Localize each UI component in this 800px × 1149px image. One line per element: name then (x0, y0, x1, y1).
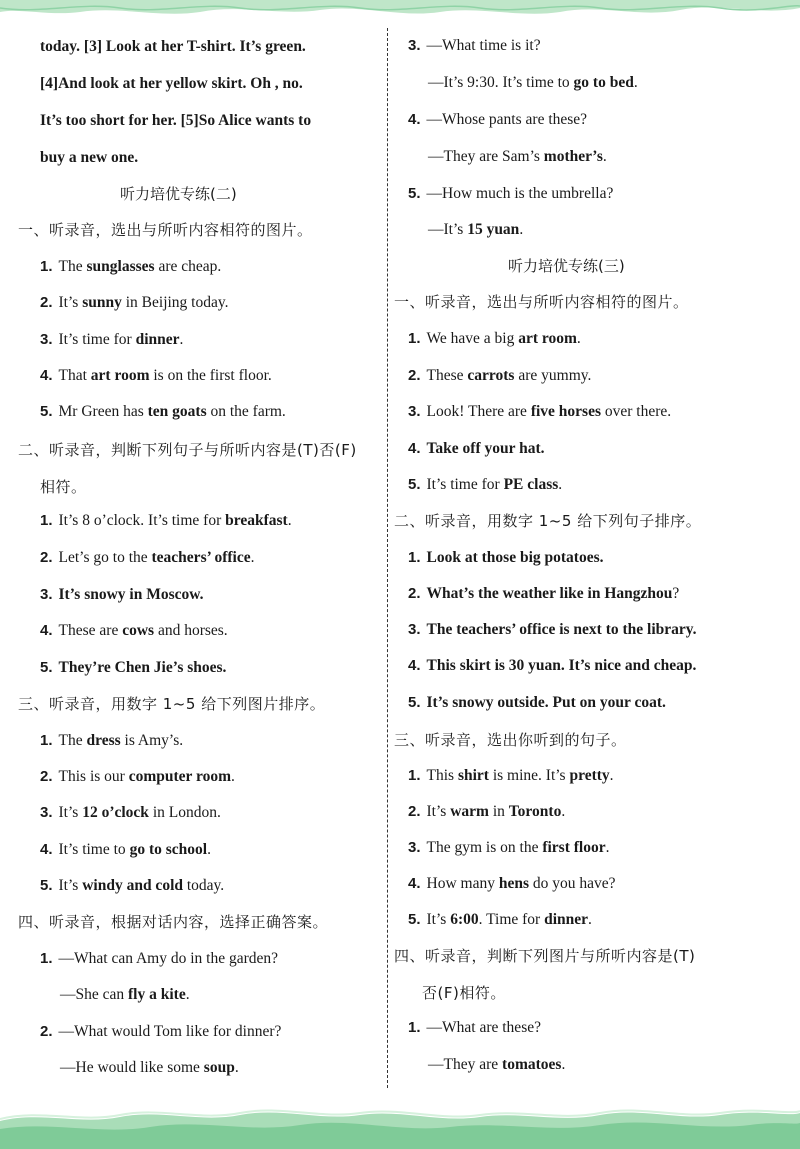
item-text: on the farm. (206, 403, 286, 420)
item-number: 2. (408, 367, 421, 384)
list-item (408, 475, 562, 495)
item-number: 2. (40, 549, 53, 566)
list-item (408, 656, 696, 676)
item-text: It’s time for (58, 331, 136, 348)
item-text: . (207, 841, 211, 858)
item-number: 5. (40, 877, 53, 894)
item-text: The gym is on the (426, 839, 543, 856)
item-keyword: windy and cold (82, 877, 183, 894)
dialog-answer (428, 220, 523, 240)
list-item (408, 366, 591, 386)
item-number: 2. (40, 1023, 53, 1040)
item-keyword: computer room (128, 768, 232, 785)
list-item (40, 621, 228, 641)
list-item (408, 910, 592, 930)
item-text: . (588, 911, 592, 928)
item-keyword: art room (518, 330, 577, 347)
item-number: 3. (408, 403, 421, 420)
item-number: 1. (40, 258, 53, 275)
item-number: 1. (40, 950, 53, 967)
answer-text: . (633, 74, 638, 91)
item-number: 3. (40, 804, 53, 821)
item-number: 5. (408, 911, 421, 928)
answer-text: . (234, 1059, 239, 1076)
list-item (408, 329, 581, 349)
item-keyword: PE class (503, 476, 559, 493)
item-number: 3. (40, 586, 53, 603)
answer-keyword: fly a kite (128, 986, 186, 1003)
section-heading: 四、听录音，判断下列图片与所听内容是(T) (394, 947, 696, 965)
item-keyword: 12 o’clock (82, 804, 149, 821)
list-item (40, 731, 183, 751)
question-text: —What are these? (426, 1019, 541, 1036)
list-item (408, 693, 666, 713)
list-item (40, 293, 228, 313)
item-text: Look! There are (426, 403, 531, 420)
answer-text: . (602, 148, 607, 165)
item-number: 1. (408, 330, 421, 347)
item-text: . (561, 803, 566, 820)
item-keyword: breakfast (225, 512, 288, 529)
item-text: is mine. It’s (488, 767, 570, 784)
item-text: ? (672, 585, 680, 602)
question-text: —What can Amy do in the garden? (58, 950, 279, 967)
item-number: 4. (408, 111, 421, 128)
list-item (408, 838, 609, 858)
answer-text: —He would like some (60, 1059, 204, 1076)
list-item (40, 767, 235, 787)
section-heading: 一、听录音，选出与所听内容相符的图片。 (18, 221, 313, 239)
answer-text: . (185, 986, 190, 1003)
list-item (408, 402, 671, 422)
item-number: 5. (408, 476, 421, 493)
item-number: 1. (408, 549, 421, 566)
item-keyword: pretty (569, 767, 610, 784)
section-title: 听力培优专练(三) (508, 257, 625, 275)
item-text: Mr Green has (58, 403, 148, 420)
item-text: It’s (58, 294, 83, 311)
item-text: It’s (58, 877, 83, 894)
dialog-answer (60, 1058, 239, 1078)
item-text: do you have? (529, 875, 616, 892)
dialog-question (408, 1018, 541, 1038)
item-text: today. (183, 877, 225, 894)
answer-keyword: soup (203, 1059, 235, 1076)
item-keyword: warm (450, 803, 489, 820)
list-item (40, 658, 226, 678)
item-number: 1. (40, 512, 53, 529)
item-number: 5. (408, 694, 421, 711)
question-text: —What time is it? (426, 37, 541, 54)
item-text: It’s (58, 804, 83, 821)
item-text: over there. (600, 403, 672, 420)
item-keyword: sunny (82, 294, 122, 311)
dialog-question (408, 184, 613, 204)
item-keyword: Take off your hat. (426, 440, 545, 457)
answer-text: . (519, 221, 524, 238)
answer-keyword: go to bed (573, 74, 634, 91)
question-text: —How much is the umbrella? (426, 185, 614, 202)
intro-line: buy a new one. (40, 149, 139, 166)
item-number: 4. (40, 367, 53, 384)
answer-text: —They are (428, 1056, 503, 1073)
item-keyword: hens (498, 875, 529, 892)
item-keyword: carrots (467, 367, 515, 384)
section-heading: 二、听录音，用数字 1~5 给下列句子排序。 (394, 512, 702, 530)
section-title: 听力培优专练(二) (120, 185, 237, 203)
answer-text: —It’s (428, 221, 468, 238)
item-keyword: What’s the weather like in Hangzhou (426, 585, 673, 602)
item-keyword: It’s snowy in Moscow. (58, 586, 204, 603)
item-text: It’s 8 o’clock. It’s time for (58, 512, 226, 529)
item-keyword: art room (90, 367, 150, 384)
item-text: is Amy’s. (120, 732, 184, 749)
item-number: 2. (408, 803, 421, 820)
list-item (40, 876, 224, 896)
item-text: . (576, 330, 581, 347)
item-text: How many (426, 875, 499, 892)
item-text: It’s time for (426, 476, 504, 493)
item-number: 3. (408, 37, 421, 54)
item-text: That (58, 367, 91, 384)
item-text: in Beijing today. (121, 294, 229, 311)
item-number: 1. (408, 767, 421, 784)
section-heading: 三、听录音，用数字 1~5 给下列图片排序。 (18, 695, 326, 713)
item-number: 3. (408, 839, 421, 856)
dialog-question (408, 110, 587, 130)
list-item (40, 548, 255, 568)
list-item (40, 511, 292, 531)
dialog-question (40, 949, 278, 969)
item-text: . Time for (478, 911, 545, 928)
item-number: 1. (40, 732, 53, 749)
item-keyword: Toronto (508, 803, 562, 820)
list-item (408, 874, 616, 894)
question-text: —What would Tom like for dinner? (58, 1023, 282, 1040)
item-number: 2. (408, 585, 421, 602)
item-number: 4. (40, 622, 53, 639)
item-number: 5. (408, 185, 421, 202)
item-keyword: This skirt is 30 yuan. It’s nice and cheap. (426, 657, 697, 674)
top-decorative-band (0, 0, 800, 22)
item-keyword: first floor (542, 839, 606, 856)
answer-text: —She can (60, 986, 129, 1003)
list-item (40, 257, 221, 277)
item-keyword: ten goats (147, 403, 207, 420)
item-number: 4. (408, 875, 421, 892)
dialog-question (40, 1022, 281, 1042)
item-text: is on the first floor. (149, 367, 272, 384)
item-text: It’s time to (58, 841, 130, 858)
dialog-answer (428, 73, 638, 93)
item-keyword: go to school (129, 841, 208, 858)
item-text: We have a big (426, 330, 519, 347)
answer-keyword: mother’s (543, 148, 603, 165)
item-number: 4. (408, 440, 421, 457)
item-text: The (58, 258, 87, 275)
column-divider (387, 28, 388, 1088)
item-number: 2. (40, 294, 53, 311)
item-text: . (250, 549, 255, 566)
item-keyword: dinner (135, 331, 180, 348)
dialog-answer (428, 147, 607, 167)
list-item (408, 620, 697, 640)
item-number: 3. (408, 621, 421, 638)
item-keyword: five horses (530, 403, 601, 420)
list-item (40, 803, 221, 823)
item-keyword: teachers’ office (151, 549, 251, 566)
answer-text: . (561, 1056, 566, 1073)
item-keyword: dinner (544, 911, 589, 928)
section-heading-cont: 否(F)相符。 (422, 984, 506, 1002)
item-number: 1. (408, 1019, 421, 1036)
item-text: and horses. (154, 622, 228, 639)
item-text: It’s (426, 803, 451, 820)
intro-line: today. [3] Look at her T-shirt. It’s green. (40, 38, 306, 55)
list-item (40, 402, 286, 422)
item-keyword: cows (122, 622, 155, 639)
item-text: These are (58, 622, 123, 639)
bottom-decorative-band (0, 1103, 800, 1149)
list-item (408, 439, 545, 459)
item-keyword: They’re Chen Jie’s shoes. (58, 659, 227, 676)
item-text: . (605, 839, 610, 856)
dialog-answer (60, 985, 190, 1005)
item-text: . (179, 331, 184, 348)
item-keyword: shirt (457, 767, 489, 784)
dialog-question (408, 36, 541, 56)
item-text: in (488, 803, 509, 820)
answer-keyword: tomatoes (502, 1056, 562, 1073)
item-number: 3. (40, 331, 53, 348)
item-text: These (426, 367, 468, 384)
item-text: This (426, 767, 458, 784)
list-item (408, 766, 614, 786)
item-keyword: dress (86, 732, 121, 749)
item-keyword: It’s snowy outside. Put on your coat. (426, 694, 666, 711)
question-text: —Whose pants are these? (426, 111, 588, 128)
section-heading: 四、听录音，根据对话内容，选择正确答案。 (18, 913, 329, 931)
answer-text: —It’s 9:30. It’s time to (428, 74, 574, 91)
list-item (40, 330, 183, 350)
item-text: are yummy. (514, 367, 592, 384)
intro-line: It’s too short for her. [5]So Alice wants to (40, 112, 312, 129)
dialog-answer (428, 1055, 565, 1075)
answer-text: —They are Sam’s (428, 148, 544, 165)
list-item (408, 548, 604, 568)
item-text: This is our (58, 768, 129, 785)
item-keyword: The teachers’ office is next to the library. (426, 621, 697, 638)
item-keyword: Look at those big potatoes. (426, 549, 604, 566)
list-item (40, 585, 203, 605)
item-text: Let’s go to the (58, 549, 152, 566)
item-text: in London. (148, 804, 221, 821)
item-text: The (58, 732, 87, 749)
item-keyword: sunglasses (86, 258, 155, 275)
item-text: It’s (426, 911, 451, 928)
section-heading: 三、听录音，选出你听到的句子。 (394, 731, 627, 749)
item-number: 5. (40, 403, 53, 420)
section-heading: 一、听录音，选出与所听内容相符的图片。 (394, 293, 689, 311)
section-heading-cont: 相符。 (40, 478, 87, 496)
intro-line: [4]And look at her yellow skirt. Oh , no. (40, 75, 303, 92)
list-item (408, 802, 565, 822)
list-item (408, 584, 679, 604)
list-item (40, 840, 211, 860)
section-heading: 二、听录音，判断下列句子与所听内容是(T)否(F) (18, 441, 357, 459)
item-text: . (231, 768, 235, 785)
item-number: 5. (40, 659, 53, 676)
item-number: 2. (40, 768, 53, 785)
item-text: . (609, 767, 614, 784)
item-keyword: 6:00 (450, 911, 479, 928)
item-number: 4. (408, 657, 421, 674)
item-number: 4. (40, 841, 53, 858)
answer-keyword: 15 yuan (467, 221, 520, 238)
list-item (40, 366, 272, 386)
item-text: are cheap. (154, 258, 222, 275)
item-text: . (287, 512, 292, 529)
item-text: . (558, 476, 563, 493)
